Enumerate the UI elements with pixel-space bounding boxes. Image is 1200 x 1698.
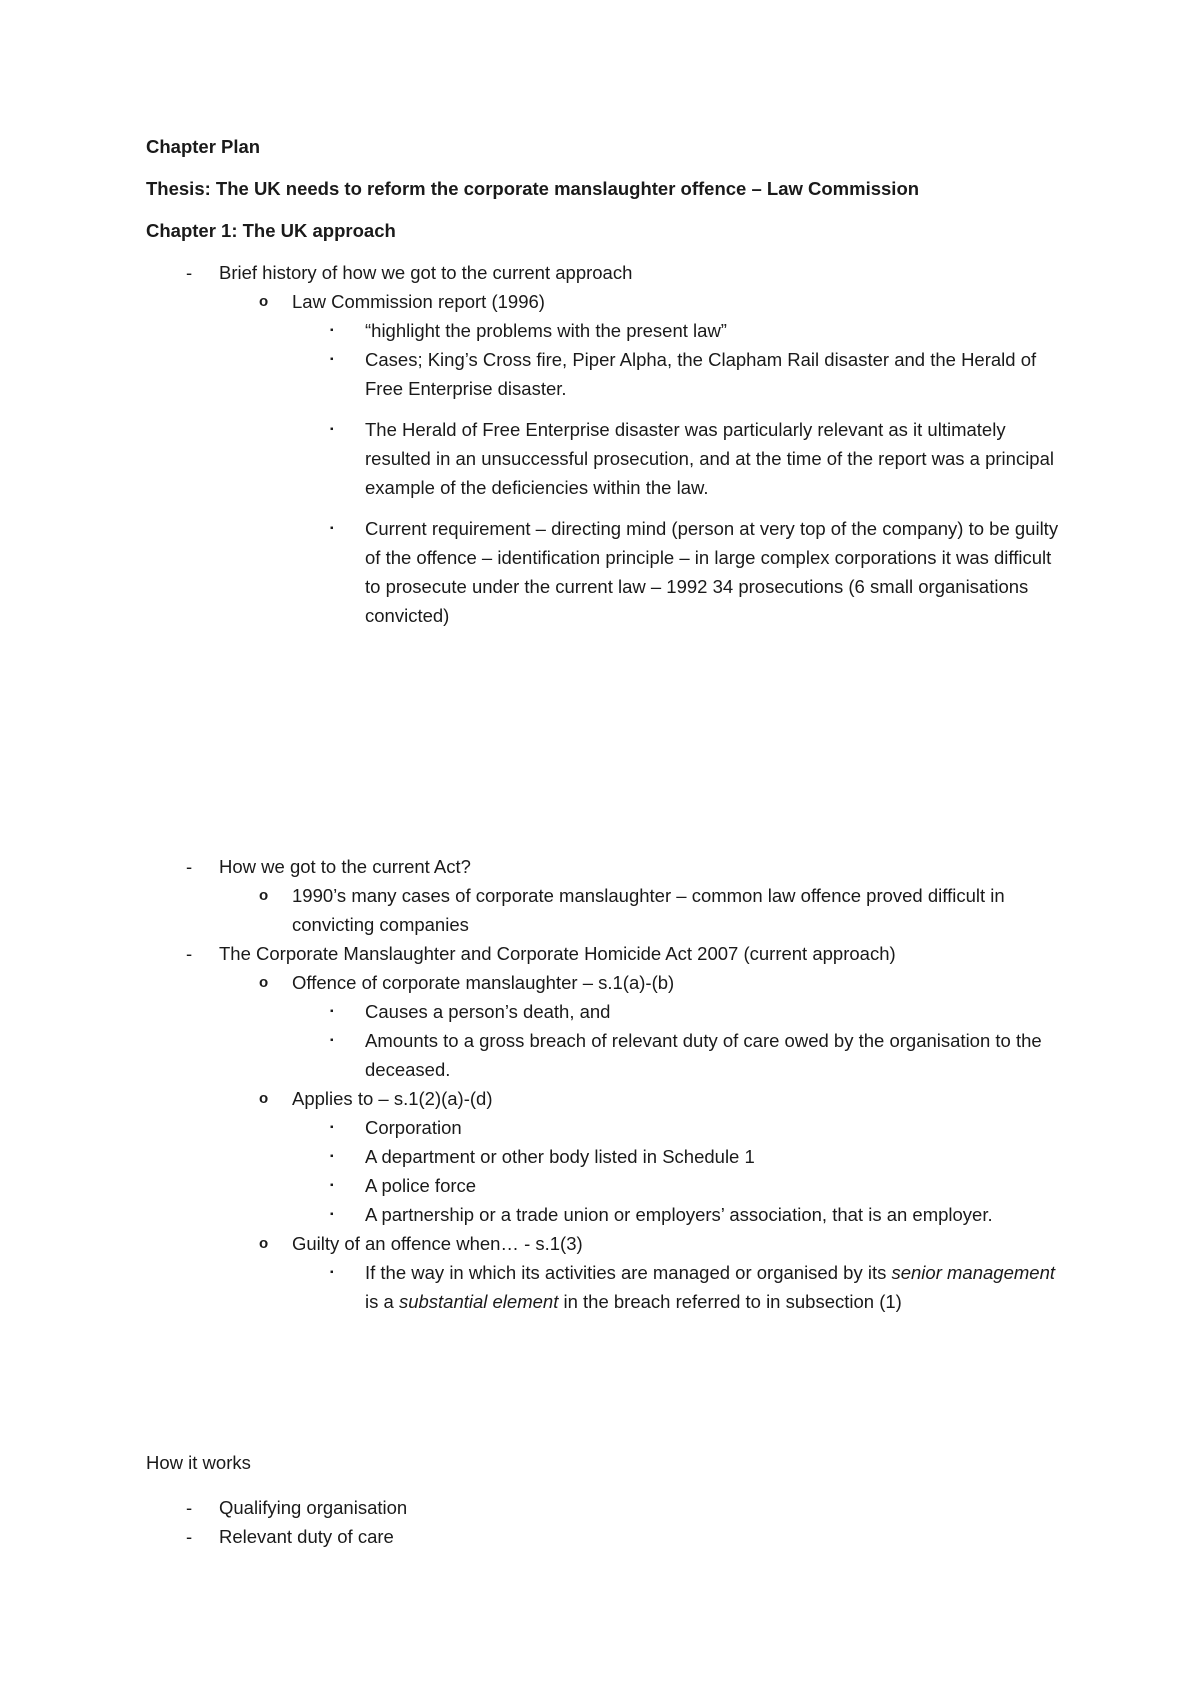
square-bullet: ▪: [330, 1151, 334, 1162]
square-bullet: ▪: [330, 424, 334, 435]
thesis-heading: Thesis: The UK needs to reform the corporate manslaughter offence – Law Commission: [146, 178, 920, 199]
dash-bullet: -: [186, 943, 193, 964]
square-bullet: ▪: [330, 1209, 334, 1220]
dash-bullet: -: [186, 1497, 193, 1518]
circle-bullet: o: [259, 887, 269, 904]
circle-bullet: o: [259, 1090, 269, 1107]
list-item: ▪ If the way in which its activities are managed or organised by its senior management is a substantial element in the breach referred to in subsection (1): [0, 1258, 1200, 1316]
list-item: ▪ Cases; King’s Cross fire, Piper Alpha, the Clapham Rail disaster and the Herald of Free Enterprise disaster.: [0, 345, 1200, 403]
square-bullet: ▪: [330, 354, 334, 365]
list-item: o Applies to – s.1(2)(a)-(d): [0, 1084, 1200, 1113]
square-bullet: ▪: [330, 1267, 334, 1278]
circle-bullet: o: [259, 1235, 269, 1252]
square-bullet: ▪: [330, 1035, 334, 1046]
document-title: Chapter Plan: [146, 136, 261, 157]
list-item: ▪ A partnership or a trade union or employers’ association, that is an employer.: [0, 1200, 1200, 1229]
list-item: ▪ The Herald of Free Enterprise disaster was particularly relevant as it ultimately resulted in an unsuccessful prosecution, and at the time of the report was a principal example of the deficiencies within the law.: [0, 415, 1200, 502]
how-it-works-heading: How it works: [146, 1452, 251, 1473]
square-bullet: ▪: [330, 1180, 334, 1191]
list-item: ▪ Corporation: [0, 1113, 1200, 1142]
list-item: ▪ Amounts to a gross breach of relevant duty of care owed by the organisation to the deceased.: [0, 1026, 1200, 1084]
list-item: - Qualifying organisation: [0, 1493, 1200, 1522]
square-bullet: ▪: [330, 1122, 334, 1133]
square-bullet: ▪: [330, 523, 334, 534]
square-bullet: ▪: [330, 1006, 334, 1017]
dash-bullet: -: [186, 856, 193, 877]
list-item: ▪ Current requirement – directing mind (person at very top of the company) to be guilty of the offence – identification principle – in large complex corporations it was difficult to prosecute under the current law – 1992 34 prosecutions (6 small organisations convicted): [0, 514, 1200, 630]
list-item: - Relevant duty of care: [0, 1522, 1200, 1551]
list-item: ▪ A police force: [0, 1171, 1200, 1200]
section-current-act: [0, 852, 1200, 1316]
list-item: ▪ “highlight the problems with the present law”: [0, 316, 1200, 345]
circle-bullet: o: [259, 293, 269, 310]
emphasis-substantial-element: substantial element: [398, 1291, 559, 1312]
chapter-heading: Chapter 1: The UK approach: [146, 220, 396, 241]
dash-bullet: -: [186, 1526, 193, 1547]
how-it-works-list: [0, 1493, 1200, 1551]
circle-bullet: o: [259, 974, 269, 991]
square-bullet: ▪: [330, 325, 334, 336]
list-item: o Guilty of an offence when… - s.1(3): [0, 1229, 1200, 1258]
list-item: - How we got to the current Act?: [0, 852, 1200, 881]
list-item: - The Corporate Manslaughter and Corporate Homicide Act 2007 (current approach): [0, 939, 1200, 968]
list-item: ▪ A department or other body listed in Schedule 1: [0, 1142, 1200, 1171]
list-item: o Offence of corporate manslaughter – s.1(a)-(b): [0, 968, 1200, 997]
list-item: - Brief history of how we got to the current approach: [0, 258, 1200, 287]
list-item: o Law Commission report (1996): [0, 287, 1200, 316]
list-item: o 1990’s many cases of corporate manslaughter – common law offence proved difficult in convicting companies: [0, 881, 1200, 939]
emphasis-senior-management: senior management: [891, 1262, 1055, 1283]
section-brief-history: [0, 258, 1200, 630]
list-item: ▪ Causes a person’s death, and: [0, 997, 1200, 1026]
dash-bullet: -: [186, 262, 193, 283]
